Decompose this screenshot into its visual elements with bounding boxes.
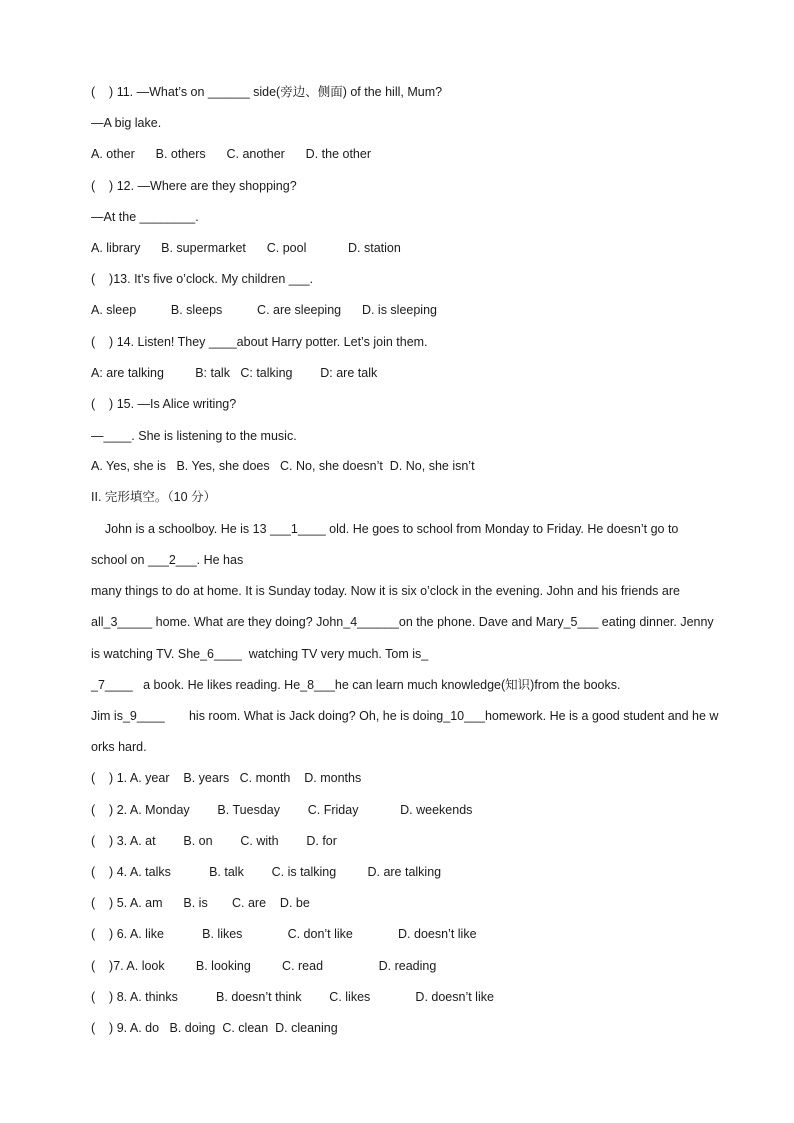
q15-stem: ( ) 15. —Is Alice writing? — [91, 397, 237, 411]
passage-line: is watching TV. She_6____ watching TV very much. Tom is_ — [91, 647, 429, 661]
choice-row: ( ) 9. A. do B. doing C. clean D. cleaning — [91, 1021, 338, 1035]
q11-response: —A big lake. — [91, 116, 162, 130]
q12-options: A. library B. supermarket C. pool D. station — [91, 241, 401, 255]
passage-line: _7____ a book. He likes reading. He_8___he can learn much knowledge(知识)from the books. — [91, 678, 621, 692]
choice-row: ( ) 8. A. thinks B. doesn’t think C. likes D. doesn’t like — [91, 990, 494, 1004]
passage-line: all_3_____ home. What are they doing? John_4______on the phone. Dave and Mary_5___ eating dinner. Jenny — [91, 615, 714, 629]
choice-row: ( ) 4. A. talks B. talk C. is talking D. are talking — [91, 865, 442, 879]
q12-stem: ( ) 12. —Where are they shopping? — [91, 179, 297, 193]
q15-response: —____. She is listening to the music. — [91, 429, 297, 443]
q13-stem: ( )13. It’s five o’clock. My children ___. — [91, 272, 314, 286]
passage-line: orks hard. — [91, 740, 147, 754]
choice-row: ( )7. A. look B. looking C. read D. reading — [91, 959, 437, 973]
choice-row: ( ) 1. A. year B. years C. month D. months — [91, 771, 362, 785]
choice-row: ( ) 5. A. am B. is C. are D. be — [91, 896, 310, 910]
passage-line: school on ___2___. He has — [91, 553, 244, 567]
q14-stem: ( ) 14. Listen! They ____about Harry potter. Let’s join them. — [91, 335, 428, 349]
choice-row: ( ) 2. A. Monday B. Tuesday C. Friday D. weekends — [91, 803, 473, 817]
passage-line: John is a schoolboy. He is 13 ___1____ old. He goes to school from Monday to Friday. He doesn’t go to — [91, 522, 679, 536]
passage-line: many things to do at home. It is Sunday today. Now it is six o’clock in the evening. John and his friends are — [91, 584, 680, 598]
q11-options: A. other B. others C. another D. the other — [91, 147, 371, 161]
q14-options: A: are talking B: talk C: talking D: are talk — [91, 366, 378, 380]
q11-stem: ( ) 11. —What’s on ______ side(旁边、侧面) of the hill, Mum? — [91, 85, 443, 99]
choice-row: ( ) 6. A. like B. likes C. don’t like D. doesn’t like — [91, 927, 477, 941]
section-heading: II. 完形填空。（10 分） — [91, 490, 217, 504]
passage-line: Jim is_9____ his room. What is Jack doing? Oh, he is doing_10___homework. He is a good student and he w — [91, 709, 719, 723]
q13-options: A. sleep B. sleeps C. are sleeping D. is sleeping — [91, 303, 437, 317]
q15-options: A. Yes, she is B. Yes, she does C. No, she doesn’t D. No, she isn’t — [91, 459, 475, 473]
q12-response: —At the ________. — [91, 210, 199, 224]
choice-row: ( ) 3. A. at B. on C. with D. for — [91, 834, 337, 848]
